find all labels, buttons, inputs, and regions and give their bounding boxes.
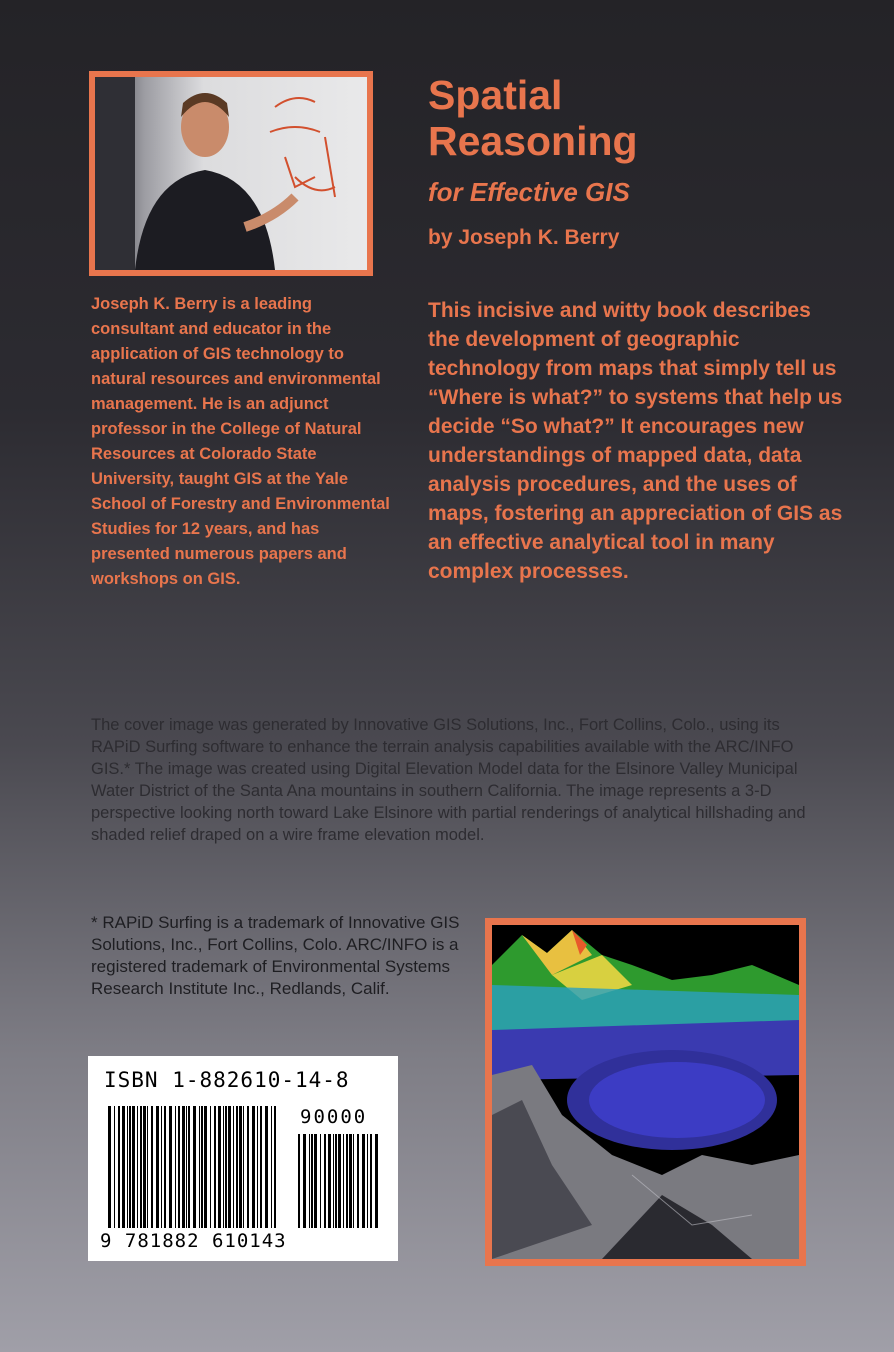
barcode-bar <box>127 1106 128 1228</box>
barcode-bar <box>274 1106 276 1228</box>
barcode-bar <box>346 1134 348 1228</box>
barcode-bar <box>357 1134 359 1228</box>
barcode-bar <box>169 1106 172 1228</box>
barcode-bar <box>353 1134 354 1228</box>
barcode-bar <box>338 1134 341 1228</box>
barcode-bar <box>151 1106 153 1228</box>
author-bio: Joseph K. Berry is a leading consultant and educator in the application of GIS technology to natural resources and environmental management. He is an adjunct professor in the College of Natural Resources at Colorado State University, taught GIS at the Yale School of Forestry and Environmental Studies for 12 years, and has presented numerous papers and workshops on GIS. <box>91 295 390 588</box>
barcode-bar <box>324 1134 326 1228</box>
barcode-bar <box>225 1106 227 1228</box>
barcode-bar <box>239 1106 242 1228</box>
barcode-bar <box>236 1106 238 1228</box>
barcode-bar <box>199 1106 200 1228</box>
book-subtitle: for Effective GIS <box>428 177 630 207</box>
barcode-bar <box>114 1106 115 1228</box>
book-title-line: Spatial <box>428 72 563 118</box>
author-byline: by Joseph K. Berry <box>428 226 620 249</box>
barcode-bar <box>108 1106 111 1228</box>
barcode-bar <box>118 1106 120 1228</box>
barcode-bar <box>132 1106 135 1228</box>
barcode-bar <box>140 1106 142 1228</box>
cover-image-note: The cover image was generated by Innovative GIS Solutions, Inc., Fort Collins, Colo., using its RAPiD Surfing software to enhance the terrain analysis capabilities available with the ARC/INFO GIS.* The image was created using Digital Elevation Model data for the Elsinore Valley Municipal Water District of the Santa Ana mountains in southern California. The image represents a 3-D perspective looking north toward Lake Elsinore with partial renderings of analytical hillshading and shaded relief draped on a wire frame elevation model. <box>91 716 806 844</box>
barcode-bar <box>204 1106 207 1228</box>
barcode-bar <box>252 1106 255 1228</box>
addon-barcode <box>298 1134 378 1228</box>
barcode-bar <box>175 1106 176 1228</box>
barcode-bar <box>161 1106 162 1228</box>
barcode-bar <box>343 1134 344 1228</box>
price-addon-digits: 90000 <box>300 1106 368 1128</box>
barcode-bar <box>188 1106 190 1228</box>
barcode-bar <box>164 1106 166 1228</box>
barcode-bar <box>193 1106 196 1228</box>
barcode-bar <box>233 1106 234 1228</box>
terrain-image <box>492 925 799 1259</box>
barcode-bar <box>260 1106 262 1228</box>
barcode-bar <box>314 1134 317 1228</box>
isbn-barcode-label <box>88 1056 398 1261</box>
barcode-bar <box>129 1106 131 1228</box>
author-photo <box>95 77 367 270</box>
barcode-bar <box>298 1134 300 1228</box>
barcode-bar <box>328 1134 331 1228</box>
barcode-bar <box>370 1134 372 1228</box>
barcode-bar <box>178 1106 180 1228</box>
barcode-bar <box>257 1106 258 1228</box>
author-photo-frame <box>89 71 373 276</box>
cover-image-frame <box>485 918 806 1266</box>
barcode-bar <box>243 1106 244 1228</box>
ean-barcode <box>108 1106 278 1228</box>
barcode-bar <box>228 1106 231 1228</box>
barcode-bar <box>122 1106 125 1228</box>
author-photo-illustration <box>95 77 367 270</box>
isbn-number: ISBN 1-882610-14-8 <box>104 1068 350 1092</box>
barcode-bar <box>362 1134 365 1228</box>
barcode-bar <box>335 1134 337 1228</box>
barcode-bar <box>156 1106 159 1228</box>
book-title <box>428 72 638 164</box>
barcode-bar <box>201 1106 203 1228</box>
barcode-bar <box>214 1106 216 1228</box>
barcode-bar <box>271 1106 272 1228</box>
barcode-bar <box>210 1106 211 1228</box>
barcode-bar <box>186 1106 187 1228</box>
ean-digits: 9 781882 610143 <box>100 1230 287 1252</box>
barcode-bar <box>182 1106 185 1228</box>
barcode-bar <box>367 1134 368 1228</box>
barcode-bar <box>333 1134 334 1228</box>
barcode-bar <box>311 1134 313 1228</box>
trademark-note: * RAPiD Surfing is a trademark of Innovative GIS Solutions, Inc., Fort Collins, Colo. ARC/INFO is a registered trademark of Environmental Systems Research Institute Inc., Redlands, Calif. <box>91 913 460 998</box>
book-blurb: This incisive and witty book describes the development of geographic technology from maps that simply tell us “Where is what?” to systems that help us decide “So what?” It encourages new understandings of mapped data, data analysis procedures, and the uses of maps, fostering an appreciation of GIS as an effective analytical tool in many complex processes. <box>428 299 843 583</box>
barcode-bar <box>265 1106 268 1228</box>
barcode-bar <box>218 1106 221 1228</box>
barcode-bar <box>137 1106 138 1228</box>
barcode-bar <box>143 1106 146 1228</box>
barcode-bar <box>147 1106 148 1228</box>
barcode-bar <box>349 1134 352 1228</box>
barcode-bar <box>223 1106 224 1228</box>
barcode-bar <box>247 1106 249 1228</box>
barcode-bar <box>303 1134 306 1228</box>
barcode-bar <box>309 1134 310 1228</box>
barcode-bar <box>375 1134 378 1228</box>
book-title-line: Reasoning <box>428 118 638 164</box>
barcode-bar <box>320 1134 321 1228</box>
